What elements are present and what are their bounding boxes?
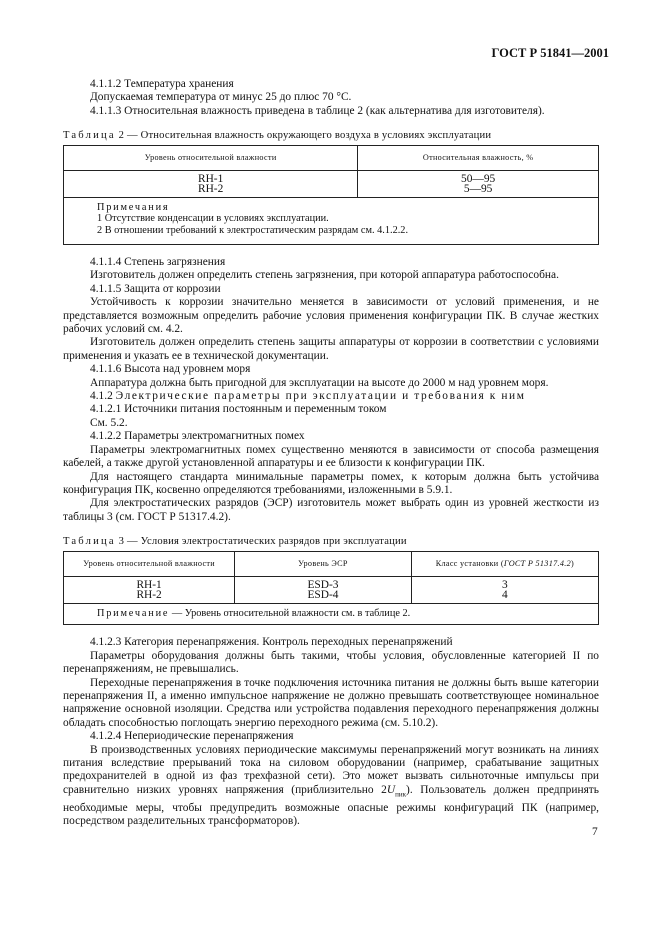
caption-text: 2 — Относительная влажность окружающего воздуха в условиях эксплуатации bbox=[115, 130, 492, 142]
column-header: Уровень относительной влажности bbox=[64, 551, 235, 576]
table-notes-row bbox=[64, 197, 599, 244]
column-header bbox=[411, 551, 598, 576]
table-notes-row bbox=[64, 603, 599, 625]
paragraph: Для настоящего стандарта минимальные параметры помех, к которым должна быть устойчива конфигурация ПК, косвенно определяются требованиями, изложенными в 5.9.1. bbox=[63, 470, 599, 496]
table-note bbox=[64, 603, 599, 625]
table-header-row bbox=[64, 145, 599, 170]
table-row bbox=[64, 576, 599, 603]
paragraph: Изготовитель должен определить степень защиты аппаратуры от коррозии в соответствии с условиями применения и указать ее в технической документации. bbox=[63, 336, 599, 362]
table-3 bbox=[63, 551, 599, 626]
table-row bbox=[64, 170, 599, 197]
paragraph: Аппаратура должна быть пригодной для эксплуатации на высоте до 2000 м над уровнем моря. bbox=[90, 376, 549, 389]
cell-value: RH-1 bbox=[197, 172, 224, 185]
text-run: ). Пользователь должен предпринять необходимые меры, чтобы предупредить возможные опасные режимы конфигураций ПК (например, посредством разделительных трансформаторов). bbox=[63, 783, 599, 827]
page-number: 7 bbox=[592, 826, 598, 838]
header-part: Класс установки ( bbox=[435, 558, 504, 568]
clause-4-1-1-3: 4.1.1.3 Относительная влажность приведена в таблице 2 (как альтернатива для изготовителя). bbox=[90, 104, 545, 117]
paragraph: Параметры электромагнитных помех существенно меняются в зависимости от способа размещения кабелей, а также другой установленной аппаратуры и ее близости к конфигурации ПК. bbox=[63, 443, 599, 470]
paragraph: Параметры оборудования должны быть такими, чтобы условия, обусловленные категорией II по перенапряжениям, не превышались. bbox=[63, 649, 599, 676]
table-cell bbox=[64, 170, 358, 197]
clause-number: 4.1.2 bbox=[90, 390, 116, 403]
clause-4-1-2-3: 4.1.2.3 Категория перенапряжения. Контроль переходных перенапряжений bbox=[90, 636, 453, 649]
paragraph: Изготовитель должен определить степень загрязнения, при которой аппаратура работоспособна. bbox=[90, 269, 559, 282]
cell-value: RH-1 bbox=[136, 578, 162, 591]
table-cell bbox=[64, 576, 235, 603]
clause-4-1-2-2: 4.1.2.2 Параметры электромагнитных помех bbox=[90, 430, 305, 443]
clause-4-1-1-5: 4.1.1.5 Защита от коррозии bbox=[90, 282, 221, 295]
caption-label: Таблица bbox=[63, 130, 116, 142]
voltage-symbol: U bbox=[386, 783, 396, 796]
page-content bbox=[63, 78, 599, 828]
clause-4-1-1-6: 4.1.1.6 Высота над уровнем моря bbox=[90, 363, 251, 376]
cell-value: 50—95 bbox=[461, 172, 496, 185]
column-header: Относительная влажность, % bbox=[358, 145, 599, 170]
table-cell bbox=[358, 170, 599, 197]
cell-value: 4 bbox=[502, 589, 508, 602]
note-item: 2 В отношении требований к электростатическим разрядам см. 4.1.2.2. bbox=[97, 225, 409, 237]
clause-4-1-2-1: 4.1.2.1 Источники питания постоянным и переменным током bbox=[90, 403, 387, 416]
cell-value: 3 bbox=[502, 578, 508, 591]
note-text: — Уровень относительной влажности см. в таблице 2. bbox=[169, 607, 411, 619]
table-2 bbox=[63, 145, 599, 245]
note-item: 1 Отсутствие конденсации в условиях эксплуатации. bbox=[97, 213, 329, 225]
table-notes bbox=[64, 197, 599, 244]
table-cell bbox=[235, 576, 412, 603]
note-title: Примечание bbox=[97, 607, 170, 619]
table-header-row bbox=[64, 551, 599, 576]
column-header: Уровень ЭСР bbox=[235, 551, 412, 576]
table-cell bbox=[411, 576, 598, 603]
clause-4-1-2 bbox=[63, 390, 599, 403]
paragraph: Устойчивость к коррозии значительно меняется в зависимости от условий применения, и не представляется возможным определить рабочие условия применения конфигурации ПК. В случае жестких рабочих условий см. 4.2. bbox=[63, 296, 599, 336]
header-part: ) bbox=[570, 558, 574, 568]
cell-value: RH-2 bbox=[136, 589, 162, 602]
clause-4-1-1-2: 4.1.1.2 Температура хранения bbox=[90, 78, 234, 90]
paragraph: Переходные перенапряжения в точке подключения источника питания не должны быть выше категории перенапряжения II, а именно импульсное напряжение не должно превышать соответствующее номинальное напряжение основной изоляции. Средства или устройства подавления переходного перенапряжения должны обладать способностью поглощать энергию переходного режима (см. 5.10.2). bbox=[63, 676, 599, 729]
clause-title: Электрические параметры при эксплуатации и требования к ним bbox=[115, 390, 526, 403]
standard-header: ГОСТ Р 51841—2001 bbox=[491, 46, 609, 60]
paragraph bbox=[63, 744, 599, 829]
notes-title: Примечания bbox=[97, 201, 170, 213]
caption-label: Таблица bbox=[63, 536, 116, 548]
clause-4-1-1-4: 4.1.1.4 Степень загрязнения bbox=[90, 256, 226, 269]
voltage-subscript: пик bbox=[395, 790, 407, 799]
cell-value: 5—95 bbox=[463, 183, 493, 196]
header-part: ГОСТ Р 51317.4.2 bbox=[503, 558, 571, 568]
paragraph: Для электростатических разрядов (ЭСР) изготовитель может выбрать один из уровней жесткости из таблицы 3 (см. ГОСТ Р 51317.4.2). bbox=[63, 497, 599, 523]
caption-text: 3 — Условия электростатических разрядов при эксплуатации bbox=[115, 536, 407, 548]
clause-4-1-2-4: 4.1.2.4 Непериодические перенапряжения bbox=[90, 730, 294, 743]
paragraph: См. 5.2. bbox=[90, 416, 128, 429]
cell-value: ESD-3 bbox=[307, 578, 339, 591]
table-3-caption bbox=[63, 535, 599, 548]
paragraph: Допускаемая температура от минус 25 до плюс 70 °С. bbox=[90, 91, 352, 104]
cell-value: ESD-4 bbox=[307, 589, 339, 602]
cell-value: RH-2 bbox=[197, 183, 224, 196]
table-2-caption bbox=[63, 129, 599, 142]
column-header: Уровень относительной влажности bbox=[64, 145, 358, 170]
text-run: В производственных условиях периодические максимумы перенапряжений могут возникать на линиях питания вследствие прерываний тока на силовом оборудовании (например, срабатывание защитных предохранителей в одной из фаз трехфазной сети). Это может вызвать сильноточные импульсы при сравнительно низких уровнях напряжения (приблизительно 2 bbox=[63, 743, 599, 796]
